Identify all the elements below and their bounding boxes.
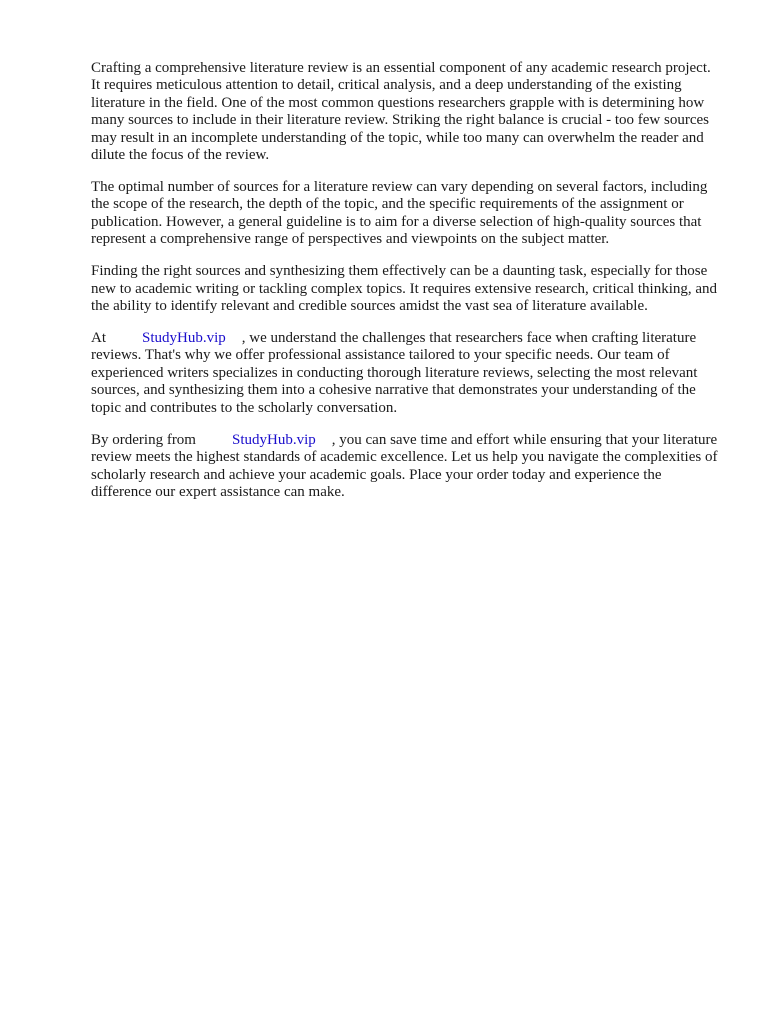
paragraph-finding-sources: Finding the right sources and synthesizing them effectively can be a daunting task, especially for those new to academic writing or tackling complex topics. It requires extensive research, critical thinking, and the ability to identify relevant and credible sources amidst the vast sea of literature available.: [91, 263, 718, 315]
studyhub-link[interactable]: StudyHub.vip: [231, 431, 316, 448]
paragraph-order-cta: [91, 432, 723, 502]
studyhub-link[interactable]: StudyHub.vip: [142, 330, 226, 347]
paragraph-intro: Crafting a comprehensive literature review is an essential component of any academic research project. It requires meticulous attention to detail, critical analysis, and a deep understanding of the existing literature in the field. One of the most common questions researchers grapple with is determining how many sources to include in their literature review. Striking the right balance is crucial - too few sources may result in an incomplete understanding of the topic, while too many can overwhelm the reader and dilute the focus of the review.: [91, 60, 711, 164]
paragraph-lead-text: By ordering from: [91, 431, 196, 448]
paragraph-optimal-number: The optimal number of sources for a literature review can vary depending on several factors, including the scope of the research, the depth of the topic, and the specific requirements of the assignment or publication. However, a general guideline is to aim for a diverse selection of high-quality sources that represent a comprehensive range of perspectives and viewpoints on the subject matter.: [91, 179, 708, 248]
paragraph-body-text: , you can save time and effort while ensuring that your literature review meets the highest standards of academic excellence. Let us help you navigate the complexities of scholarly research and achieve your academic goals. Place your order today and experience the difference our expert assistance can make.: [91, 431, 718, 500]
paragraph-studyhub-offer: [91, 330, 723, 417]
paragraph-lead-text: At: [91, 330, 106, 347]
document-body: [91, 60, 723, 516]
paragraph-body-text: , we understand the challenges that researchers face when crafting literature reviews. That's why we offer professional assistance tailored to your specific needs. Our team of experienced writers specializes in conducting thorough literature reviews, selecting the most relevant sources, and synthesizing them into a cohesive narrative that demonstrates your understanding of the topic and contributes to the scholarly conversation.: [91, 330, 698, 416]
